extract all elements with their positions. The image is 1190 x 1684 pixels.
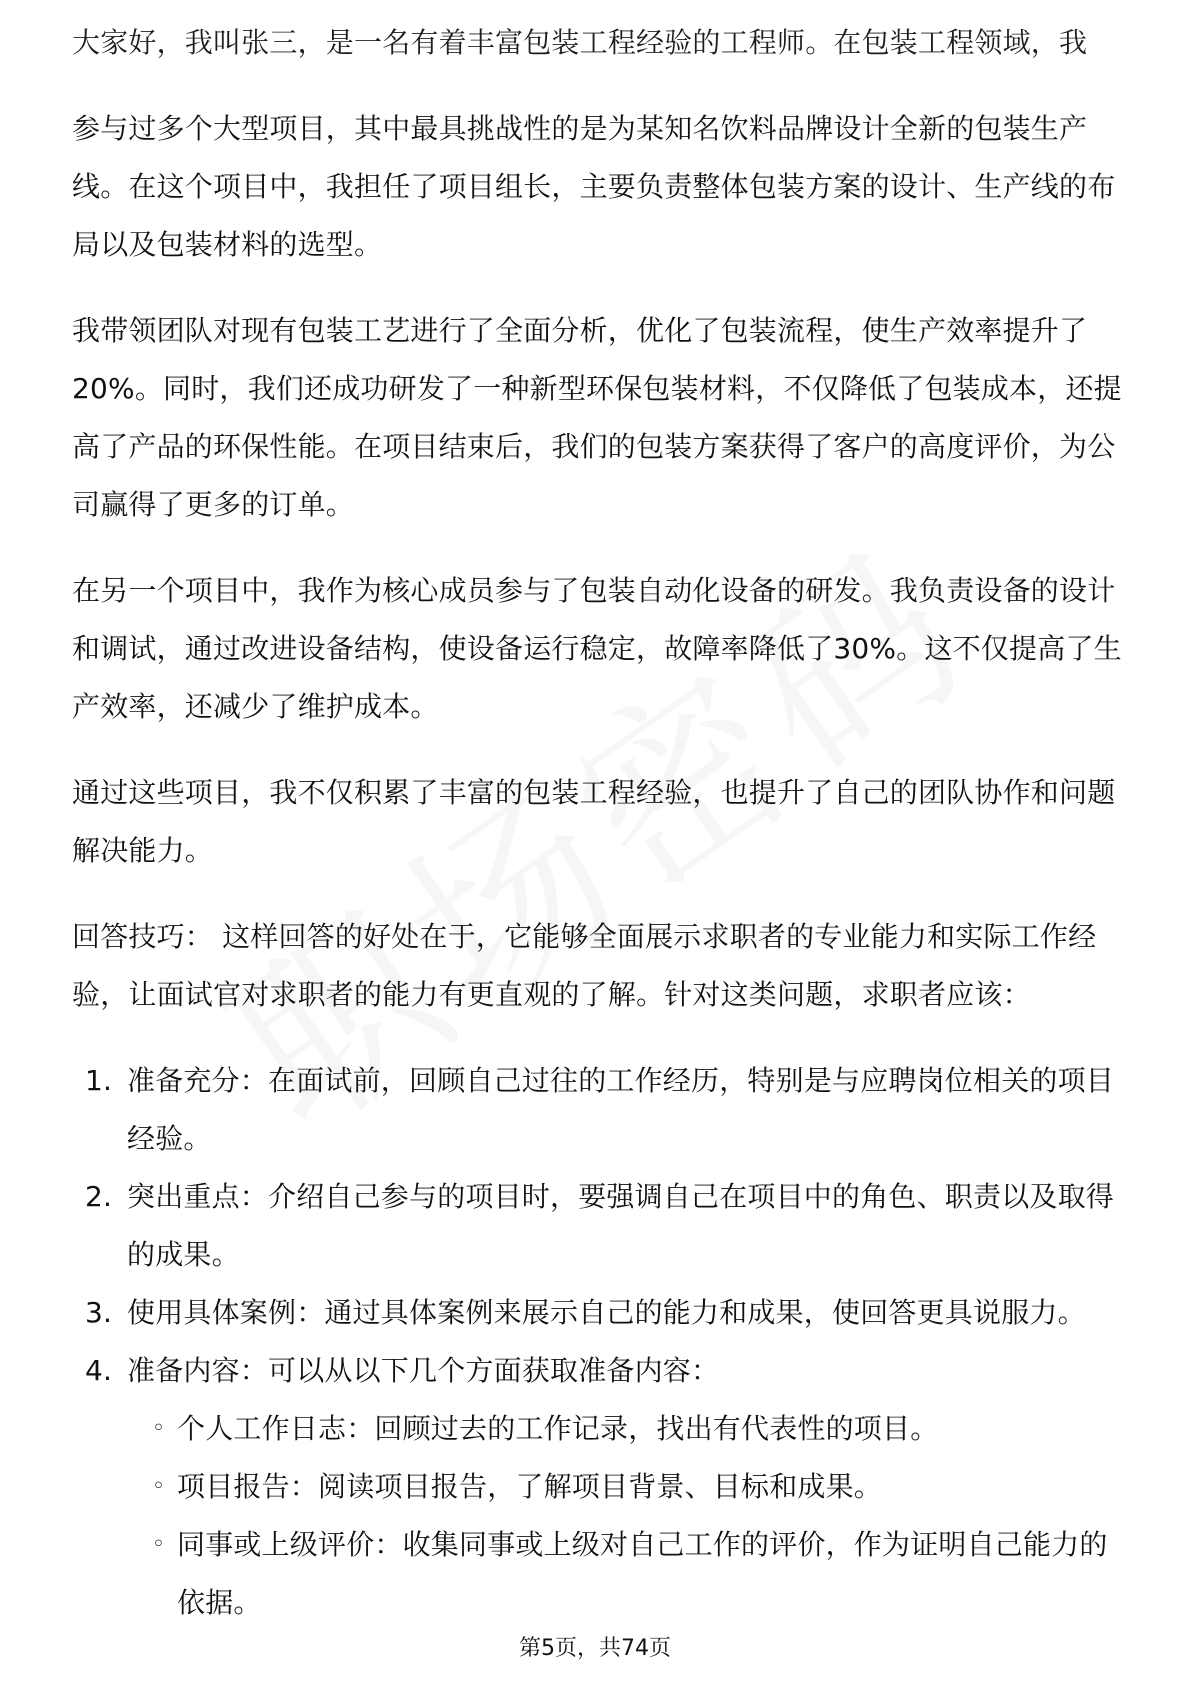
list-item-text: 使用具体案例：通过具体案例来展示自己的能力和成果，使回答更具说服力。: [127, 1296, 1086, 1329]
list-item-text: 准备充分：在面试前，回顾自己过往的工作经历，特别是与应聘岗位相关的项目经验。: [127, 1064, 1115, 1155]
hollow-bullet-icon: ◦: [152, 1532, 166, 1557]
page-number-footer: 第5页，共74页: [519, 1636, 671, 1661]
paragraph-team-optimization: 我带领团队对现有包装工艺进行了全面分析，优化了包装流程，使生产效率提升了20%。同时，我们还成功研发了一种新型环保包装材料，不仅降低了包装成本，还提高了产品的环保性能。在项目结束后，我们的包装方案获得了客户的高度评价，为公司赢得了更多的订单。: [72, 314, 1122, 521]
list-item-text: 突出重点：介绍自己参与的项目时，要强调自己在项目中的角色、职责以及取得的成果。: [127, 1180, 1115, 1271]
sub-list-item-text: 个人工作日志：回顾过去的工作记录，找出有代表性的项目。: [177, 1412, 939, 1445]
sub-list-item: [72, 1516, 1132, 1632]
list-item: [72, 1168, 1132, 1284]
paragraph-automation-project: 在另一个项目中，我作为核心成员参与了包装自动化设备的研发。我负责设备的设计和调试，通过改进设备结构，使设备运行稳定，故障率降低了30%。这不仅提高了生产效率，还减少了维护成本。: [72, 574, 1122, 723]
paragraph-summary: 通过这些项目，我不仅积累了丰富的包装工程经验，也提升了自己的团队协作和问题解决能力。: [72, 776, 1116, 867]
sub-list-item-text: 项目报告：阅读项目报告，了解项目背景、目标和成果。: [177, 1470, 883, 1503]
list-number: 4.: [85, 1354, 113, 1387]
list-item-text: 准备内容：可以从以下几个方面获取准备内容：: [127, 1354, 720, 1387]
list-number: 3.: [85, 1296, 113, 1329]
partially-cut-top-line: 大家好，我叫张三，是一名有着丰富包装工程经验的工程师。在包装工程领域，我: [72, 26, 1088, 59]
hollow-bullet-icon: ◦: [152, 1474, 166, 1499]
answer-tips-list: [72, 1052, 1132, 1400]
preparation-sources-list: [72, 1400, 1132, 1632]
list-item: [72, 1052, 1132, 1168]
document-content: [72, 22, 1132, 1632]
list-item: [72, 1342, 1132, 1400]
paragraph-answer-tips: 回答技巧： 这样回答的好处在于，它能够全面展示求职者的专业能力和实际工作经验，让面试官对求职者的能力有更直观的了解。针对这类问题，求职者应该：: [72, 920, 1097, 1011]
list-item: [72, 1284, 1132, 1342]
paragraph-project-experience: 参与过多个大型项目，其中最具挑战性的是为某知名饮料品牌设计全新的包装生产线。在这个项目中，我担任了项目组长，主要负责整体包装方案的设计、生产线的布局以及包装材料的选型。: [72, 112, 1116, 261]
list-number: 1.: [85, 1064, 113, 1097]
hollow-bullet-icon: ◦: [152, 1416, 166, 1441]
sub-list-item: [72, 1458, 1132, 1516]
sub-list-item-text: 同事或上级评价：收集同事或上级对自己工作的评价，作为证明自己能力的依据。: [177, 1528, 1108, 1619]
sub-list-item: [72, 1400, 1132, 1458]
list-number: 2.: [85, 1180, 113, 1213]
